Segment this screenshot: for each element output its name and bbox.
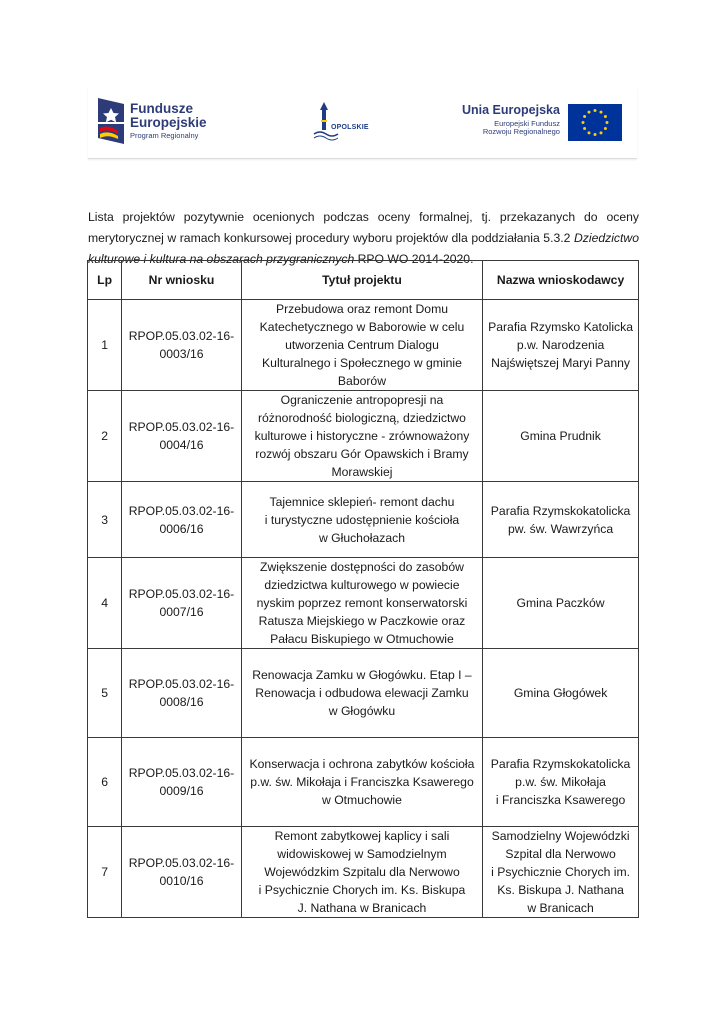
unia-line2: Europejski Fundusz	[494, 118, 560, 128]
fundusze-line2: Europejskie	[130, 114, 207, 130]
table-row	[88, 827, 639, 918]
header-nazwa-wnioskodawcy: Nazwa wnioskodawcy	[483, 261, 639, 300]
fundusze-line1: Fundusze	[130, 101, 193, 117]
cell-nr-wniosku: RPOP.05.03.02-16- 0009/16	[122, 738, 242, 827]
cell-nr-wniosku: RPOP.05.03.02-16- 0008/16	[122, 649, 242, 738]
cell-wnioskodawca: Parafia Rzymskokatolicka pw. św. Wawrzyńca	[483, 482, 639, 558]
cell-nr-wniosku: RPOP.05.03.02-16- 0003/16	[122, 300, 242, 391]
fundusze-europejskie-logo	[98, 98, 207, 144]
table-row	[88, 558, 639, 649]
header-lp: Lp	[88, 261, 122, 300]
table-header-row	[88, 261, 639, 300]
header-nr-wniosku: Nr wniosku	[122, 261, 242, 300]
cell-lp: 6	[88, 738, 122, 827]
cell-nr-wniosku: RPOP.05.03.02-16- 0004/16	[122, 391, 242, 482]
cell-wnioskodawca: Gmina Paczków	[483, 558, 639, 649]
cell-nr-wniosku: RPOP.05.03.02-16- 0010/16	[122, 827, 242, 918]
cell-nr-wniosku: RPOP.05.03.02-16- 0007/16	[122, 558, 242, 649]
fundusze-europejskie-emblem-icon	[98, 98, 124, 144]
cell-lp: 5	[88, 649, 122, 738]
intro-text-after: RPO WO 2014-2020.	[354, 252, 474, 267]
unia-europejska-logo	[462, 104, 622, 141]
intro-text-before: Lista projektów pozytywnie ocenionych podczas oceny formalnej, tj. przekazanych do oceny merytorycznej w ramach konkursowej procedury wyboru projektów dla poddziałania 5.3.2	[88, 210, 639, 246]
cell-lp: 7	[88, 827, 122, 918]
cell-tytul: Renowacja Zamku w Głogówku. Etap I – Renowacja i odbudowa elewacji Zamku w Głogówku	[241, 649, 482, 738]
header-tytul-projektu: Tytuł projektu	[241, 261, 482, 300]
table-row	[88, 649, 639, 738]
opolskie-logo	[312, 102, 382, 146]
cell-tytul: Tajemnice sklepień- remont dachu i turystyczne udostępnienie kościoła w Głuchołazach	[241, 482, 482, 558]
table-row	[88, 738, 639, 827]
cell-lp: 2	[88, 391, 122, 482]
table-row	[88, 300, 639, 391]
projects-table	[87, 260, 639, 918]
cell-wnioskodawca: Samodzielny Wojewódzki Szpital dla Nerwowo i Psychicznie Chorych im. Ks. Biskupa J. Nathana w Branicach	[483, 827, 639, 918]
cell-wnioskodawca: Parafia Rzymskokatolicka p.w. św. Mikołaja i Franciszka Ksawerego	[483, 738, 639, 827]
cell-tytul: Zwiększenie dostępności do zasobów dziedzictwa kulturowego w powiecie nyskim poprzez remont konserwatorski Ratusza Miejskiego w Paczkowie oraz Pałacu Biskupiego w Otmuchowie	[241, 558, 482, 649]
cell-lp: 4	[88, 558, 122, 649]
cell-nr-wniosku: RPOP.05.03.02-16- 0006/16	[122, 482, 242, 558]
cell-wnioskodawca: Parafia Rzymsko Katolicka p.w. Narodzenia Najświętszej Maryi Panny	[483, 300, 639, 391]
opolskie-name: OPOLSKIE	[331, 124, 369, 131]
table-row	[88, 482, 639, 558]
cell-wnioskodawca: Gmina Prudnik	[483, 391, 639, 482]
cell-tytul: Remont zabytkowej kaplicy i sali widowiskowej w Samodzielnym Wojewódzkim Szpitalu dla Nerwowo i Psychicznie Chorych im. Ks. Biskupa J. Nathana w Branicach	[241, 827, 482, 918]
cell-wnioskodawca: Gmina Głogówek	[483, 649, 639, 738]
cell-tytul: Konserwacja i ochrona zabytków kościoła p.w. św. Mikołaja i Franciszka Ksawerego w Otmuchowie	[241, 738, 482, 827]
cell-lp: 3	[88, 482, 122, 558]
cell-lp: 1	[88, 300, 122, 391]
logo-strip	[88, 86, 637, 159]
unia-line3: Rozwoju Regionalnego	[482, 127, 560, 136]
eu-flag-icon	[568, 104, 622, 141]
table-row	[88, 391, 639, 482]
cell-tytul: Przebudowa oraz remont Domu Katechetycznego w Baborowie w celu utworzenia Centrum Dialogu Kulturalnego i Społecznego w gminie Baborów	[241, 300, 482, 391]
intro-italic: Dziedzictwo kulturowe i kultura na obszarach przygranicznych	[88, 231, 639, 267]
fundusze-line3: Program Regionalny	[130, 131, 199, 141]
unia-line1: Unia Europejska	[462, 103, 560, 117]
cell-tytul: Ograniczenie antropopresji na różnorodność biologiczną, dziedzictwo kulturowe i historyczne - zrównoważony rozwój obszaru Gór Opawskich i Bramy Morawskiej	[241, 391, 482, 482]
